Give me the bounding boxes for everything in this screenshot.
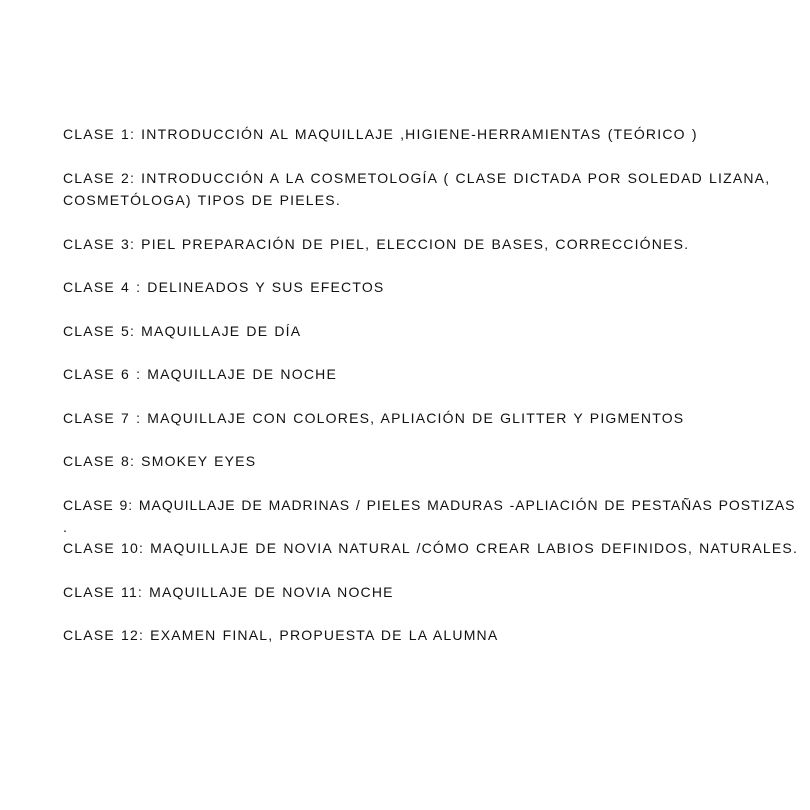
class-2-line: CLASE 2: INTRODUCCIÓN A LA COSMETOLOGÍA ( CLASE DICTADA POR SOLEDAD LIZANA, xyxy=(63,170,771,186)
class-11-line: CLASE 11: MAQUILLAJE DE NOVIA NOCHE xyxy=(63,584,394,600)
class-10-line: CLASE 10: MAQUILLAJE DE NOVIA NATURAL /CÓMO CREAR LABIOS DEFINIDOS, NATURALES. xyxy=(63,540,799,556)
class-12-line: CLASE 12: EXAMEN FINAL, PROPUESTA DE LA ALUMNA xyxy=(63,627,499,643)
class-9-line: CLASE 9: MAQUILLAJE DE MADRINAS / PIELES MADURAS -APLIACIÓN DE PESTAÑAS POSTIZAS xyxy=(63,497,796,513)
class-8-line: CLASE 8: SMOKEY EYES xyxy=(63,453,257,469)
class-4-line: CLASE 4 : DELINEADOS Y SUS EFECTOS xyxy=(63,279,385,295)
class-7-line: CLASE 7 : MAQUILLAJE CON COLORES, APLIACIÓN DE GLITTER Y PIGMENTOS xyxy=(63,410,685,426)
class-5-line: CLASE 5: MAQUILLAJE DE DÍA xyxy=(63,323,302,339)
class-6-line: CLASE 6 : MAQUILLAJE DE NOCHE xyxy=(63,366,337,382)
class-2-line-continued: COSMETÓLOGA) TIPOS DE PIELES. xyxy=(63,192,341,208)
class-1-line: CLASE 1: INTRODUCCIÓN AL MAQUILLAJE ,HIGIENE-HERRAMIENTAS (TEÓRICO ) xyxy=(63,126,698,142)
class-3-line: CLASE 3: PIEL PREPARACIÓN DE PIEL, ELECCION DE BASES, CORRECCIÓNES. xyxy=(63,236,690,252)
stray-period: . xyxy=(63,519,67,535)
